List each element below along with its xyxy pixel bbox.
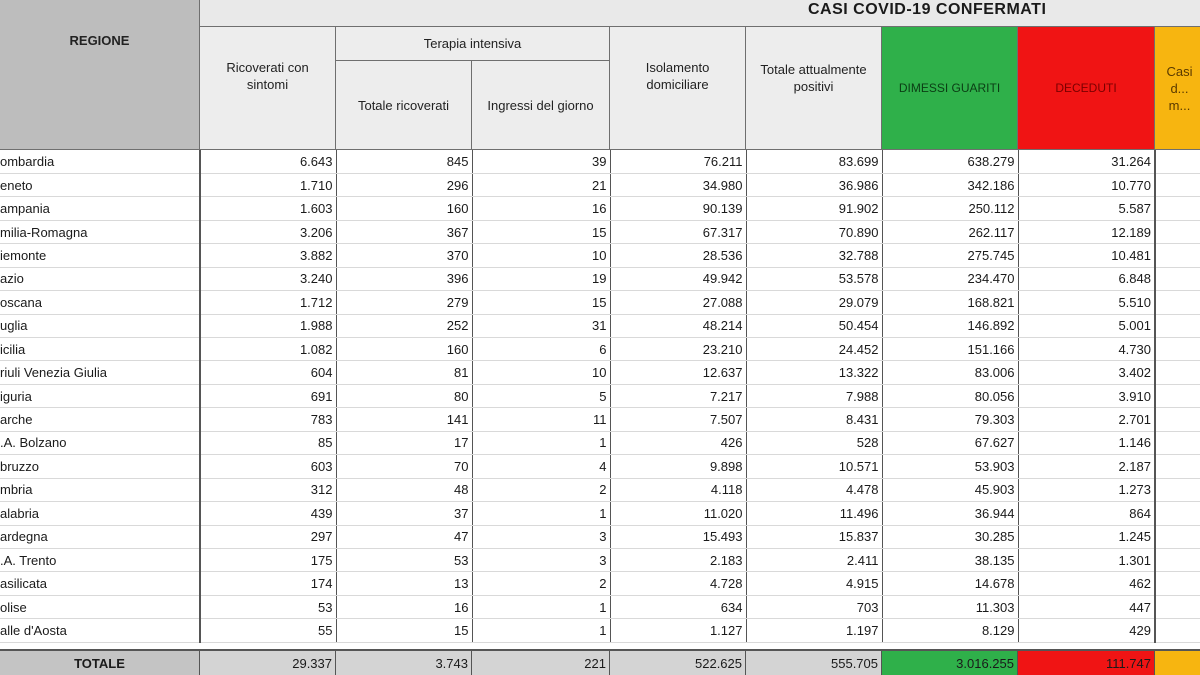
table-row [0, 220, 1200, 243]
table-row [0, 455, 1200, 478]
table-row [0, 150, 1200, 173]
positivi-cell: 2.411 [746, 548, 882, 571]
ricoverati-cell: 603 [200, 455, 336, 478]
casi-partial-cell [1155, 267, 1200, 290]
isolamento-cell: 634 [610, 595, 746, 618]
positivi-cell: 13.322 [746, 361, 882, 384]
ingressi-cell: 2 [472, 572, 610, 595]
deceduti-cell: 447 [1018, 595, 1155, 618]
table-row [0, 291, 1200, 314]
isolamento-cell: 4.118 [610, 478, 746, 501]
positivi-cell: 36.986 [746, 173, 882, 196]
table-row [0, 267, 1200, 290]
positivi-cell: 10.571 [746, 455, 882, 478]
positivi-cell: 53.578 [746, 267, 882, 290]
dimessi-cell: 8.129 [882, 619, 1018, 642]
total-ingressi: 221 [472, 649, 610, 675]
region-name-cell: uglia [0, 314, 200, 337]
casi-partial-cell [1155, 595, 1200, 618]
deceduti-cell: 864 [1018, 502, 1155, 525]
ricoverati-cell: 3.882 [200, 244, 336, 267]
ricoverati-cell: 297 [200, 525, 336, 548]
ricoverati-cell: 55 [200, 619, 336, 642]
region-name-cell: oscana [0, 291, 200, 314]
totale-ricoverati-cell: 396 [336, 267, 472, 290]
totale-ricoverati-cell: 70 [336, 455, 472, 478]
region-name-cell: ardegna [0, 525, 200, 548]
region-name-cell: olise [0, 595, 200, 618]
totale-ricoverati-cell: 296 [336, 173, 472, 196]
deceduti-cell: 3.910 [1018, 384, 1155, 407]
totale-ricoverati-cell: 370 [336, 244, 472, 267]
totale-ricoverati-cell: 160 [336, 197, 472, 220]
totale-ricoverati-cell: 53 [336, 548, 472, 571]
ingressi-cell: 1 [472, 595, 610, 618]
positivi-cell: 50.454 [746, 314, 882, 337]
ricoverati-cell: 1.712 [200, 291, 336, 314]
dimessi-cell: 79.303 [882, 408, 1018, 431]
positivi-cell: 4.915 [746, 572, 882, 595]
deceduti-cell: 6.848 [1018, 267, 1155, 290]
isolamento-cell: 23.210 [610, 338, 746, 361]
totale-ricoverati-cell: 15 [336, 619, 472, 642]
deceduti-cell: 1.301 [1018, 548, 1155, 571]
region-name-cell: asilicata [0, 572, 200, 595]
isolamento-cell: 9.898 [610, 455, 746, 478]
ingressi-cell: 10 [472, 244, 610, 267]
table-row [0, 408, 1200, 431]
total-casi-partial [1155, 649, 1200, 675]
region-name-cell: mbria [0, 478, 200, 501]
ingressi-cell: 6 [472, 338, 610, 361]
table-row [0, 431, 1200, 454]
casi-partial-cell [1155, 431, 1200, 454]
ingressi-cell: 1 [472, 431, 610, 454]
ricoverati-cell: 604 [200, 361, 336, 384]
totale-ricoverati-cell: 252 [336, 314, 472, 337]
deceduti-cell: 2.187 [1018, 455, 1155, 478]
table-title: CASI COVID-19 CONFERMATI [808, 1, 1047, 18]
dimessi-cell: 250.112 [882, 197, 1018, 220]
totale-ricoverati-cell: 48 [336, 478, 472, 501]
isolamento-cell: 49.942 [610, 267, 746, 290]
positivi-cell: 8.431 [746, 408, 882, 431]
isolamento-cell: 15.493 [610, 525, 746, 548]
region-name-cell: milia-Romagna [0, 220, 200, 243]
casi-partial-cell [1155, 384, 1200, 407]
deceduti-cell: 5.587 [1018, 197, 1155, 220]
table-row [0, 197, 1200, 220]
region-name-cell: .A. Trento [0, 548, 200, 571]
positivi-cell: 7.988 [746, 384, 882, 407]
totale-ricoverati-cell: 17 [336, 431, 472, 454]
regions-table [0, 150, 1200, 643]
region-name-cell: bruzzo [0, 455, 200, 478]
table-row [0, 338, 1200, 361]
ingressi-cell: 16 [472, 197, 610, 220]
positivi-cell: 11.496 [746, 502, 882, 525]
isolamento-cell: 34.980 [610, 173, 746, 196]
regions-table-body [0, 150, 1200, 642]
isolamento-cell: 12.637 [610, 361, 746, 384]
totale-ricoverati-cell: 47 [336, 525, 472, 548]
region-name-cell: .A. Bolzano [0, 431, 200, 454]
deceduti-cell: 5.001 [1018, 314, 1155, 337]
ricoverati-cell: 1.710 [200, 173, 336, 196]
positivi-cell: 24.452 [746, 338, 882, 361]
header-region: REGIONE [0, 0, 200, 150]
casi-partial-cell [1155, 478, 1200, 501]
table-row [0, 173, 1200, 196]
table-row [0, 478, 1200, 501]
ingressi-cell: 3 [472, 525, 610, 548]
casi-partial-cell [1155, 619, 1200, 642]
positivi-cell: 32.788 [746, 244, 882, 267]
header-positivi: Totale attualmente positivi [746, 27, 882, 150]
ricoverati-cell: 175 [200, 548, 336, 571]
ingressi-cell: 1 [472, 619, 610, 642]
header-dimessi: DIMESSI GUARITI [882, 27, 1018, 150]
total-isolamento: 522.625 [610, 649, 746, 675]
table-row [0, 548, 1200, 571]
ingressi-cell: 15 [472, 220, 610, 243]
isolamento-cell: 7.507 [610, 408, 746, 431]
isolamento-cell: 27.088 [610, 291, 746, 314]
totale-ricoverati-cell: 13 [336, 572, 472, 595]
region-name-cell: alabria [0, 502, 200, 525]
ingressi-cell: 15 [472, 291, 610, 314]
header-isolamento: Isolamento domiciliare [610, 27, 746, 150]
isolamento-cell: 7.217 [610, 384, 746, 407]
isolamento-cell: 76.211 [610, 150, 746, 173]
total-deceduti: 111.747 [1018, 649, 1155, 675]
ricoverati-cell: 174 [200, 572, 336, 595]
positivi-cell: 528 [746, 431, 882, 454]
deceduti-cell: 2.701 [1018, 408, 1155, 431]
dimessi-cell: 275.745 [882, 244, 1018, 267]
region-name-cell: ombardia [0, 150, 200, 173]
dimessi-cell: 36.944 [882, 502, 1018, 525]
casi-partial-cell [1155, 197, 1200, 220]
deceduti-cell: 12.189 [1018, 220, 1155, 243]
casi-partial-cell [1155, 408, 1200, 431]
dimessi-cell: 38.135 [882, 548, 1018, 571]
dimessi-cell: 262.117 [882, 220, 1018, 243]
deceduti-cell: 1.146 [1018, 431, 1155, 454]
ricoverati-cell: 1.988 [200, 314, 336, 337]
isolamento-cell: 1.127 [610, 619, 746, 642]
deceduti-cell: 10.481 [1018, 244, 1155, 267]
table-row [0, 314, 1200, 337]
header-casi-partial: Casi d... m... [1155, 27, 1200, 150]
casi-partial-cell [1155, 548, 1200, 571]
totale-ricoverati-cell: 845 [336, 150, 472, 173]
deceduti-cell: 1.245 [1018, 525, 1155, 548]
ingressi-cell: 21 [472, 173, 610, 196]
header-totale-ricoverati: Totale ricoverati [336, 61, 472, 150]
table-row [0, 595, 1200, 618]
header-terapia-intensiva: Terapia intensiva [336, 27, 610, 61]
region-name-cell: iguria [0, 384, 200, 407]
isolamento-cell: 4.728 [610, 572, 746, 595]
dimessi-cell: 11.303 [882, 595, 1018, 618]
ricoverati-cell: 85 [200, 431, 336, 454]
positivi-cell: 1.197 [746, 619, 882, 642]
total-positivi: 555.705 [746, 649, 882, 675]
region-name-cell: ampania [0, 197, 200, 220]
region-name-cell: alle d'Aosta [0, 619, 200, 642]
ingressi-cell: 31 [472, 314, 610, 337]
ingressi-cell: 11 [472, 408, 610, 431]
positivi-cell: 703 [746, 595, 882, 618]
region-name-cell: riuli Venezia Giulia [0, 361, 200, 384]
casi-partial-cell [1155, 314, 1200, 337]
ricoverati-cell: 3.240 [200, 267, 336, 290]
totale-ricoverati-cell: 160 [336, 338, 472, 361]
dimessi-cell: 80.056 [882, 384, 1018, 407]
ricoverati-cell: 3.206 [200, 220, 336, 243]
region-name-cell: eneto [0, 173, 200, 196]
casi-partial-cell [1155, 572, 1200, 595]
header-ricoverati: Ricoverati con sintomi [200, 27, 336, 150]
dimessi-cell: 168.821 [882, 291, 1018, 314]
isolamento-cell: 90.139 [610, 197, 746, 220]
ingressi-cell: 3 [472, 548, 610, 571]
ricoverati-cell: 439 [200, 502, 336, 525]
positivi-cell: 91.902 [746, 197, 882, 220]
deceduti-cell: 31.264 [1018, 150, 1155, 173]
casi-partial-cell [1155, 291, 1200, 314]
casi-partial-cell [1155, 455, 1200, 478]
total-dimessi: 3.016.255 [882, 649, 1018, 675]
ricoverati-cell: 53 [200, 595, 336, 618]
totale-ricoverati-cell: 279 [336, 291, 472, 314]
table-row [0, 244, 1200, 267]
dimessi-cell: 45.903 [882, 478, 1018, 501]
ingressi-cell: 39 [472, 150, 610, 173]
dimessi-cell: 53.903 [882, 455, 1018, 478]
ricoverati-cell: 312 [200, 478, 336, 501]
dimessi-cell: 146.892 [882, 314, 1018, 337]
ingressi-cell: 10 [472, 361, 610, 384]
casi-partial-cell [1155, 525, 1200, 548]
dimessi-cell: 234.470 [882, 267, 1018, 290]
region-name-cell: arche [0, 408, 200, 431]
ingressi-cell: 19 [472, 267, 610, 290]
dimessi-cell: 67.627 [882, 431, 1018, 454]
header-ingressi: Ingressi del giorno [472, 61, 610, 150]
ingressi-cell: 5 [472, 384, 610, 407]
total-ricoverati: 29.337 [200, 649, 336, 675]
isolamento-cell: 48.214 [610, 314, 746, 337]
totale-ricoverati-cell: 37 [336, 502, 472, 525]
totale-ricoverati-cell: 81 [336, 361, 472, 384]
deceduti-cell: 1.273 [1018, 478, 1155, 501]
ingressi-cell: 2 [472, 478, 610, 501]
region-name-cell: azio [0, 267, 200, 290]
ricoverati-cell: 783 [200, 408, 336, 431]
deceduti-cell: 429 [1018, 619, 1155, 642]
totale-ricoverati-cell: 16 [336, 595, 472, 618]
deceduti-cell: 4.730 [1018, 338, 1155, 361]
deceduti-cell: 462 [1018, 572, 1155, 595]
casi-partial-cell [1155, 173, 1200, 196]
ricoverati-cell: 6.643 [200, 150, 336, 173]
ricoverati-cell: 1.603 [200, 197, 336, 220]
positivi-cell: 29.079 [746, 291, 882, 314]
table-row [0, 361, 1200, 384]
totale-ricoverati-cell: 367 [336, 220, 472, 243]
casi-partial-cell [1155, 220, 1200, 243]
casi-partial-cell [1155, 502, 1200, 525]
casi-partial-cell [1155, 338, 1200, 361]
ingressi-cell: 1 [472, 502, 610, 525]
casi-partial-cell [1155, 150, 1200, 173]
positivi-cell: 15.837 [746, 525, 882, 548]
total-totale-ricoverati: 3.743 [336, 649, 472, 675]
isolamento-cell: 28.536 [610, 244, 746, 267]
dimessi-cell: 151.166 [882, 338, 1018, 361]
deceduti-cell: 3.402 [1018, 361, 1155, 384]
isolamento-cell: 67.317 [610, 220, 746, 243]
table-row [0, 525, 1200, 548]
ingressi-cell: 4 [472, 455, 610, 478]
table-title-banner [200, 0, 1200, 27]
table-row [0, 384, 1200, 407]
isolamento-cell: 2.183 [610, 548, 746, 571]
dimessi-cell: 342.186 [882, 173, 1018, 196]
deceduti-cell: 10.770 [1018, 173, 1155, 196]
casi-partial-cell [1155, 361, 1200, 384]
isolamento-cell: 426 [610, 431, 746, 454]
table-row [0, 619, 1200, 642]
table-row [0, 502, 1200, 525]
region-name-cell: icilia [0, 338, 200, 361]
ricoverati-cell: 691 [200, 384, 336, 407]
positivi-cell: 70.890 [746, 220, 882, 243]
casi-partial-cell [1155, 244, 1200, 267]
positivi-cell: 83.699 [746, 150, 882, 173]
table-row [0, 572, 1200, 595]
totale-ricoverati-cell: 80 [336, 384, 472, 407]
ricoverati-cell: 1.082 [200, 338, 336, 361]
total-label: TOTALE [0, 649, 200, 675]
dimessi-cell: 30.285 [882, 525, 1018, 548]
dimessi-cell: 83.006 [882, 361, 1018, 384]
region-name-cell: iemonte [0, 244, 200, 267]
totale-ricoverati-cell: 141 [336, 408, 472, 431]
positivi-cell: 4.478 [746, 478, 882, 501]
dimessi-cell: 14.678 [882, 572, 1018, 595]
header-deceduti: DECEDUTI [1018, 27, 1155, 150]
isolamento-cell: 11.020 [610, 502, 746, 525]
dimessi-cell: 638.279 [882, 150, 1018, 173]
deceduti-cell: 5.510 [1018, 291, 1155, 314]
